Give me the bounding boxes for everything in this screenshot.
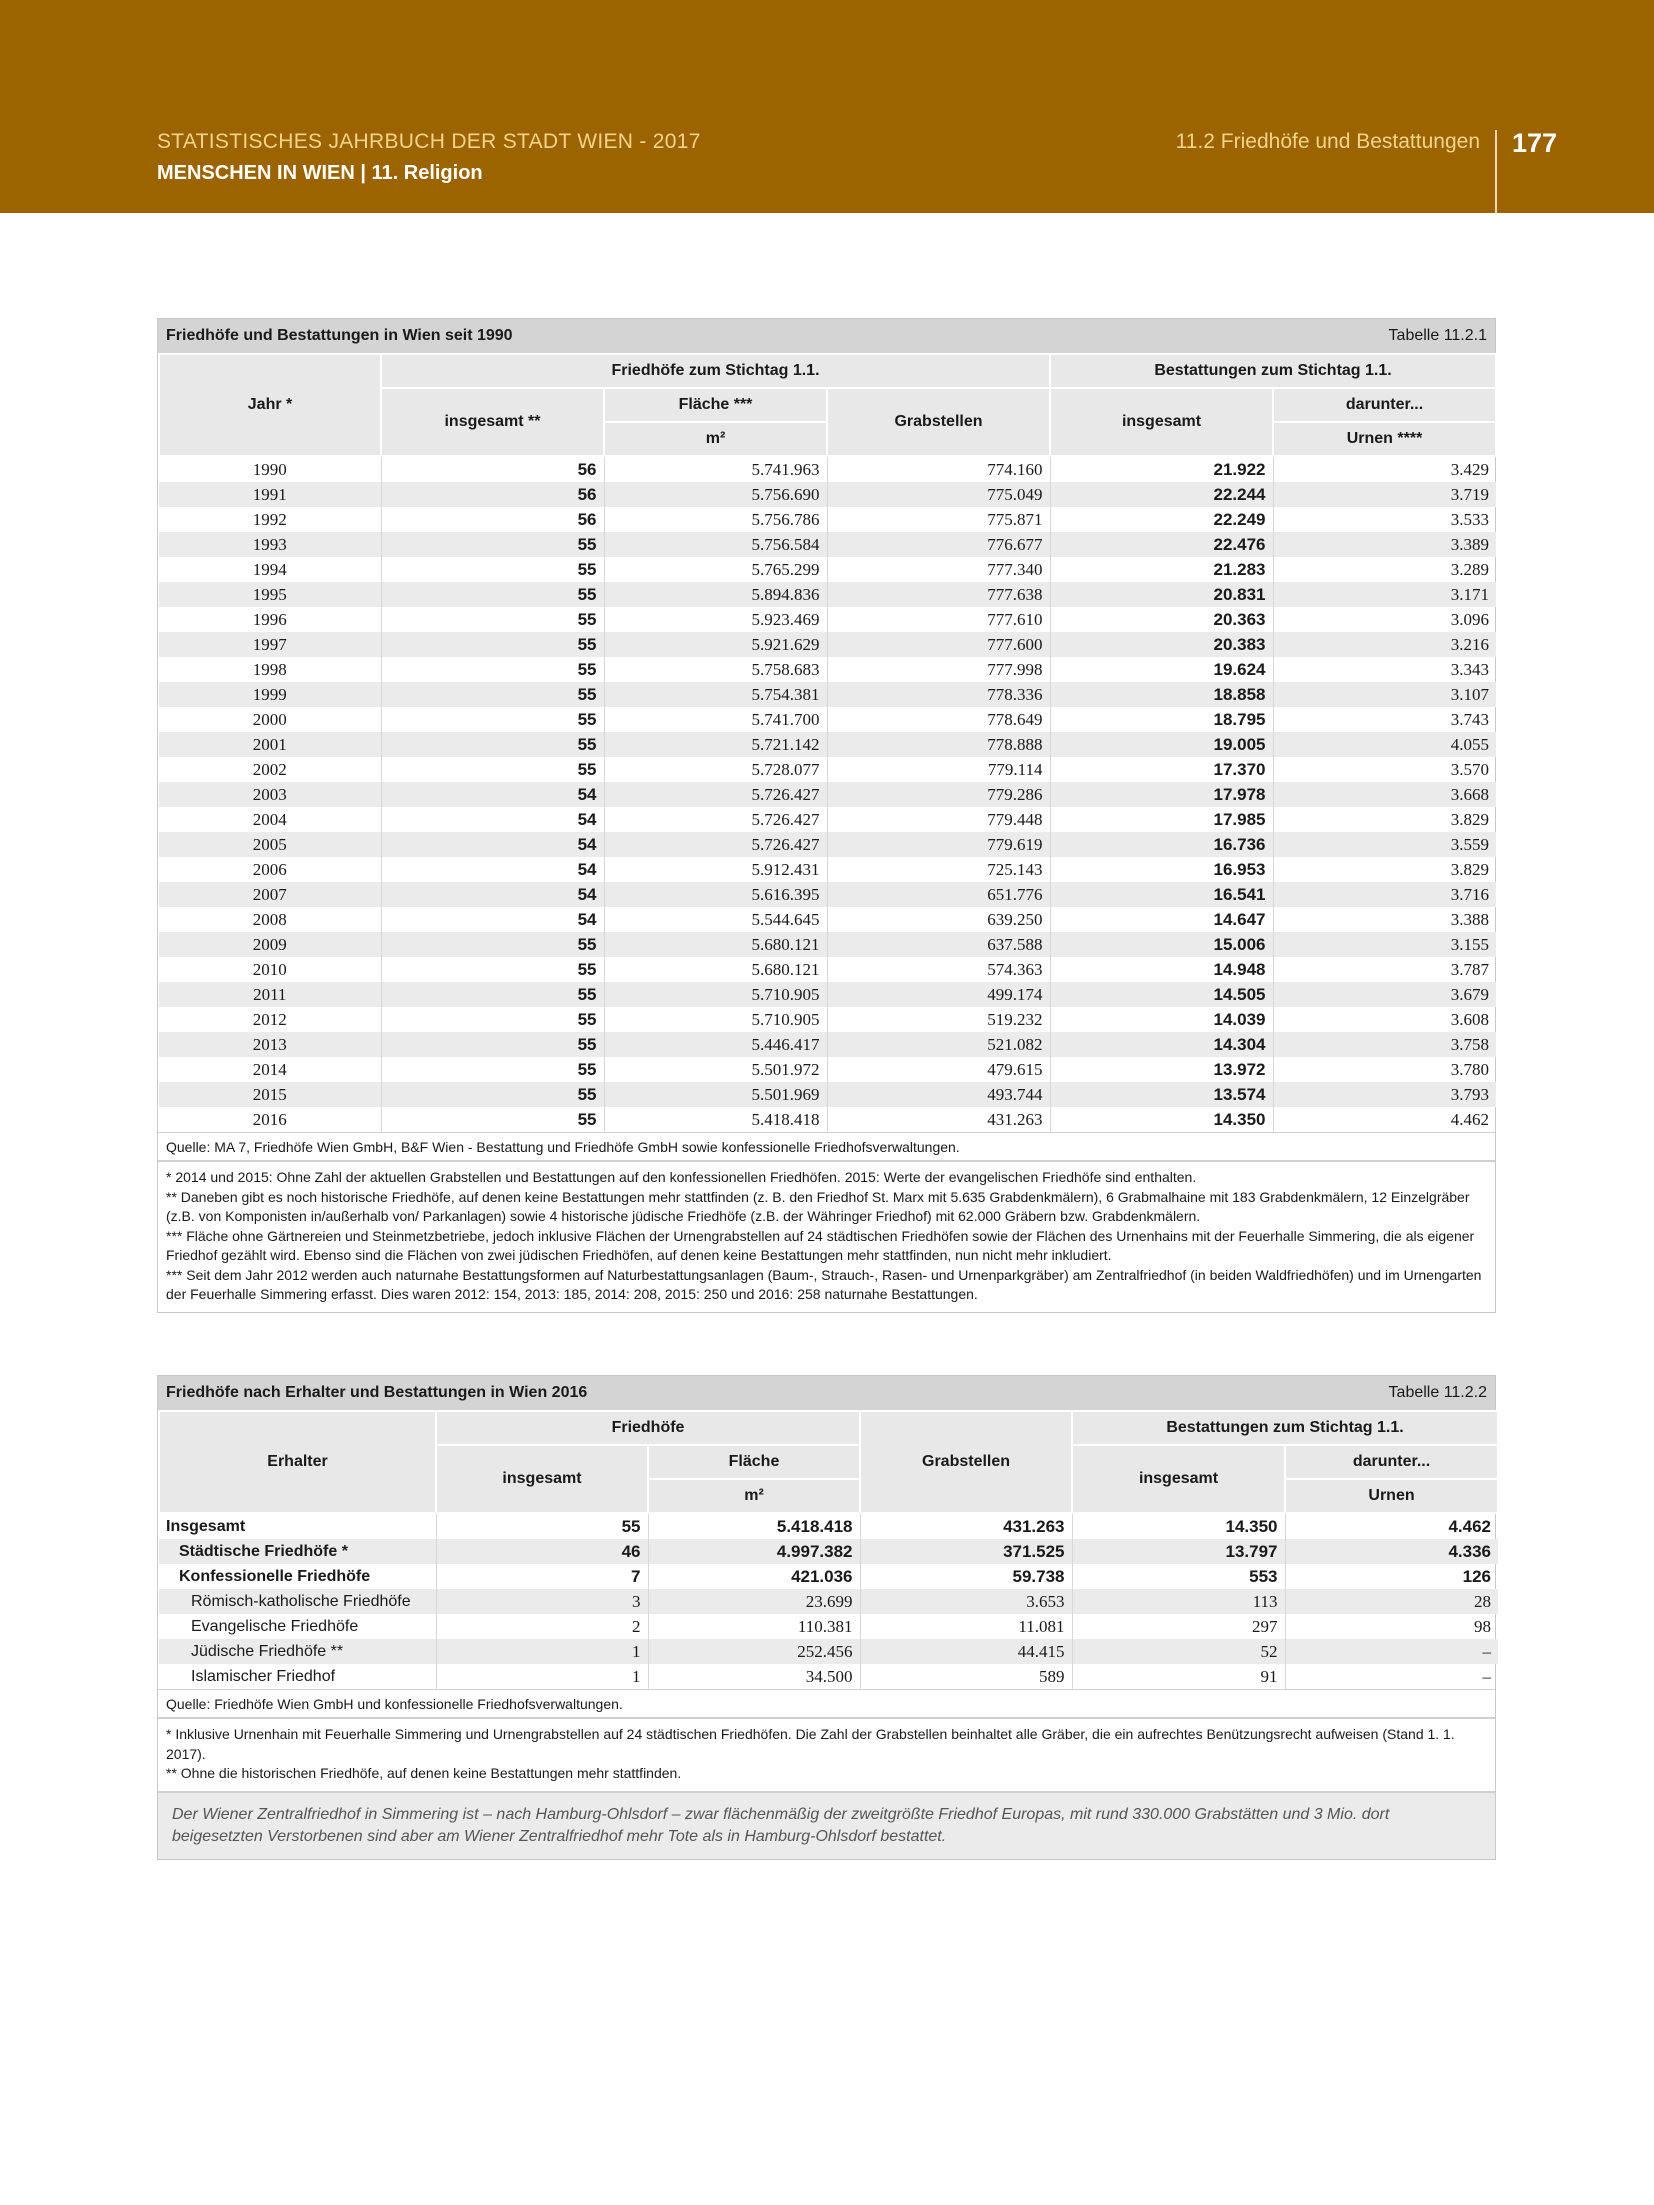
table-cell: 519.232 — [827, 1007, 1050, 1032]
table-row — [159, 982, 1496, 1007]
cemeteries-by-owner-table — [158, 1410, 1499, 1689]
table-cell: Städtische Friedhöfe * — [159, 1539, 436, 1564]
table-cell: 46 — [436, 1539, 648, 1564]
table-cell: 725.143 — [827, 857, 1050, 882]
table-title: Friedhöfe nach Erhalter und Bestattungen in Wien 2016 — [166, 1384, 588, 1401]
table-row — [159, 807, 1496, 832]
table-row — [159, 1032, 1496, 1057]
table-title-bar — [158, 319, 1495, 353]
table-row — [159, 1639, 1498, 1664]
table-body — [159, 456, 1496, 1132]
table-cell: 4.997.382 — [648, 1539, 860, 1564]
col-header-graves: Grabstellen — [860, 1411, 1072, 1513]
table-cell: 55 — [436, 1513, 648, 1539]
table-cell: 5.754.381 — [604, 682, 827, 707]
table-cell: 3 — [436, 1589, 648, 1614]
header-divider — [1495, 130, 1497, 213]
table-cell: 17.978 — [1050, 782, 1273, 807]
table-cell: 14.350 — [1072, 1513, 1285, 1539]
table-cell: 11.081 — [860, 1614, 1072, 1639]
table-cell: 56 — [381, 482, 604, 507]
table-cell: 1996 — [159, 607, 381, 632]
table-cell: 2012 — [159, 1007, 381, 1032]
table-cell: 55 — [381, 1057, 604, 1082]
footnote: *** Seit dem Jahr 2012 werden auch naturnahe Bestattungsformen auf Naturbestattungsanlagen (Baum-, Strauch-, Rasen- und Urnenparkgräber) am Zentralfriedhof (in beiden Waldfriedhöfen) und im Urnengarten der Feuerhalle Simmering erfasst. Dies waren 2012: 154, 2013: 185, 2014: 208, 2015: 250 und 2016: 258 naturnahe Bestattungen. — [166, 1266, 1482, 1302]
table-row — [159, 507, 1496, 532]
table-cell: 499.174 — [827, 982, 1050, 1007]
table-cell: 5.765.299 — [604, 557, 827, 582]
table-cell: 54 — [381, 832, 604, 857]
table-body — [159, 1513, 1498, 1689]
table-cell: 3.559 — [1273, 832, 1496, 857]
table-title-bar — [158, 1376, 1495, 1410]
col-group-cemeteries: Friedhöfe — [436, 1411, 860, 1445]
table-cell: 1999 — [159, 682, 381, 707]
table-cell: 371.525 — [860, 1539, 1072, 1564]
table-cell: Evangelische Friedhöfe — [159, 1614, 436, 1639]
table-cell: 5.710.905 — [604, 1007, 827, 1032]
table-cell: 777.998 — [827, 657, 1050, 682]
table-11-2-2 — [157, 1375, 1496, 1860]
table-row — [159, 1564, 1498, 1589]
table-cell: 779.114 — [827, 757, 1050, 782]
table-cell: 14.304 — [1050, 1032, 1273, 1057]
table-cell: 22.249 — [1050, 507, 1273, 532]
table-cell: 54 — [381, 807, 604, 832]
table-cell: 55 — [381, 1082, 604, 1107]
table-cell: 55 — [381, 957, 604, 982]
section-title: MENSCHEN IN WIEN | 11. Religion — [157, 162, 483, 184]
table-cell: 4.336 — [1285, 1539, 1498, 1564]
table-row — [159, 707, 1496, 732]
table-cell: 5.616.395 — [604, 882, 827, 907]
table-cell: 5.921.629 — [604, 632, 827, 657]
table-cell: 3.429 — [1450, 459, 1490, 479]
table-cell: 55 — [381, 532, 604, 557]
table-row — [159, 782, 1496, 807]
table-cell: 5.758.683 — [604, 657, 827, 682]
table-cell: 59.738 — [860, 1564, 1072, 1589]
table-cell: 55 — [381, 1107, 604, 1132]
table-cell: 3.829 — [1450, 859, 1490, 879]
table-cell: 55 — [381, 732, 604, 757]
table-cell: 55 — [381, 707, 604, 732]
table-row — [159, 582, 1496, 607]
table-cell: 55 — [381, 557, 604, 582]
table-cell: Römisch-katholische Friedhöfe — [159, 1589, 436, 1614]
page-header-banner — [0, 0, 1654, 213]
table-cell: Jüdische Friedhöfe ** — [159, 1639, 436, 1664]
table-cell: 5.418.418 — [648, 1513, 860, 1539]
table-cell: 56 — [381, 456, 604, 482]
table-cell: 775.049 — [827, 482, 1050, 507]
table-cell: 3.216 — [1273, 632, 1496, 657]
table-cell: 1992 — [159, 507, 381, 532]
table-cell: 3.343 — [1450, 659, 1490, 679]
table-cell: 5.894.836 — [604, 582, 827, 607]
table-cell: 14.948 — [1050, 957, 1273, 982]
table-cell: 1993 — [159, 532, 381, 557]
col-header-area-unit: m² — [648, 1479, 860, 1513]
table-cell: 2000 — [159, 707, 381, 732]
table-cell: 777.610 — [827, 607, 1050, 632]
page-number: 177 — [1512, 128, 1558, 158]
table-cell: 55 — [381, 632, 604, 657]
table-cell: 18.858 — [1050, 682, 1273, 707]
table-cell: 14.647 — [1050, 907, 1273, 932]
table-row — [159, 482, 1496, 507]
table-cell: 3.829 — [1450, 809, 1490, 829]
table-cell: 5.741.700 — [604, 707, 827, 732]
table-cell: 421.036 — [648, 1564, 860, 1589]
table-cell: 126 — [1462, 1566, 1492, 1586]
table-cell: 55 — [381, 682, 604, 707]
table-cell: 2 — [436, 1614, 648, 1639]
table-cell: 54 — [381, 782, 604, 807]
col-header-owner: Erhalter — [159, 1411, 436, 1513]
table-cell: 21.922 — [1050, 456, 1273, 482]
table-footnotes — [158, 1160, 1495, 1312]
info-quote: Der Wiener Zentralfriedhof in Simmering ist – nach Hamburg-Ohlsdorf – zwar flächenmäßig der zweitgrößte Friedhof Europas, mit rund 330.000 Grabstätten und 3 Mio. dort beigesetzten Verstorbenen sind aber am Wiener Zentralfriedhof mehr Tote als in Hamburg-Ohlsdorf bestattet. — [158, 1791, 1495, 1859]
table-cell: 13.972 — [1050, 1057, 1273, 1082]
table-number: Tabelle 11.2.1 — [1388, 327, 1487, 344]
col-header-total-burials: insgesamt — [1072, 1445, 1285, 1513]
table-cell: 55 — [381, 932, 604, 957]
table-cell: 5.710.905 — [604, 982, 827, 1007]
table-cell: 55 — [381, 757, 604, 782]
table-cell: 5.741.963 — [604, 456, 827, 482]
table-cell: 777.600 — [827, 632, 1050, 657]
table-cell: 55 — [381, 982, 604, 1007]
table-cell: 5.726.427 — [604, 807, 827, 832]
table-row — [159, 882, 1496, 907]
cemeteries-burials-table — [158, 353, 1497, 1132]
table-cell: 3.719 — [1273, 482, 1496, 507]
table-source: Quelle: MA 7, Friedhöfe Wien GmbH, B&F Wien - Bestattung und Friedhöfe GmbH sowie konfessionelle Friedhofsverwaltungen. — [158, 1132, 1495, 1160]
table-cell: 778.649 — [827, 707, 1050, 732]
table-cell: 98 — [1474, 1616, 1492, 1636]
table-cell: 2010 — [159, 957, 381, 982]
col-header-area-unit: m² — [604, 422, 827, 456]
table-cell: 5.726.427 — [604, 832, 827, 857]
table-cell: 13.574 — [1050, 1082, 1273, 1107]
table-cell: 55 — [381, 1007, 604, 1032]
table-row — [159, 1614, 1498, 1639]
table-cell: 19.624 — [1050, 657, 1273, 682]
table-cell: 3.388 — [1450, 909, 1490, 929]
table-row — [159, 1007, 1496, 1032]
table-cell: 3.533 — [1450, 509, 1490, 529]
table-row — [159, 1539, 1498, 1564]
table-cell: 2016 — [159, 1107, 381, 1132]
table-row — [159, 907, 1496, 932]
table-cell: 252.456 — [648, 1639, 860, 1664]
table-cell: 779.619 — [827, 832, 1050, 857]
table-11-2-1 — [157, 318, 1496, 1313]
table-cell: 779.286 — [827, 782, 1050, 807]
chapter-title: 11.2 Friedhöfe und Bestattungen — [1175, 130, 1480, 153]
table-cell: 775.871 — [827, 507, 1050, 532]
table-cell: 5.756.690 — [604, 482, 827, 507]
table-cell: 1990 — [159, 456, 381, 482]
table-cell: 431.263 — [860, 1513, 1072, 1539]
table-cell: 23.699 — [648, 1589, 860, 1614]
col-group-cemeteries: Friedhöfe zum Stichtag 1.1. — [381, 354, 1050, 388]
table-cell: 20.383 — [1050, 632, 1273, 657]
table-cell: 54 — [381, 857, 604, 882]
col-group-burials: Bestattungen zum Stichtag 1.1. — [1050, 354, 1496, 388]
table-cell: 2007 — [159, 882, 381, 907]
table-cell: 5.501.972 — [604, 1057, 827, 1082]
table-row — [159, 1513, 1498, 1539]
table-cell: 55 — [381, 1032, 604, 1057]
table-cell: 3.679 — [1273, 982, 1496, 1007]
table-cell: 18.795 — [1050, 707, 1273, 732]
col-header-thereof: darunter... — [1273, 388, 1496, 422]
col-header-total-cemeteries: insgesamt — [436, 1445, 648, 1513]
table-cell: 2008 — [159, 907, 381, 932]
table-cell: 1991 — [159, 482, 381, 507]
table-cell: 17.370 — [1050, 757, 1273, 782]
table-cell: 3.570 — [1450, 759, 1490, 779]
table-cell: 19.005 — [1050, 732, 1273, 757]
table-cell: 521.082 — [827, 1032, 1050, 1057]
table-row — [159, 1057, 1496, 1082]
table-cell: 2004 — [159, 807, 381, 832]
table-cell: 56 — [381, 507, 604, 532]
col-group-burials: Bestattungen zum Stichtag 1.1. — [1072, 1411, 1498, 1445]
table-cell: 2015 — [159, 1082, 381, 1107]
table-cell: 2009 — [159, 932, 381, 957]
col-header-area: Fläche — [648, 1445, 860, 1479]
table-row — [159, 607, 1496, 632]
publication-title: STATISTISCHES JAHRBUCH DER STADT WIEN - 2017 — [157, 130, 701, 153]
table-cell: 5.721.142 — [604, 732, 827, 757]
table-cell: 44.415 — [860, 1639, 1072, 1664]
table-cell: 55 — [381, 607, 604, 632]
table-cell: 3.743 — [1450, 709, 1490, 729]
col-header-year: Jahr * — [159, 354, 381, 456]
col-header-graves: Grabstellen — [827, 388, 1050, 456]
table-row — [159, 857, 1496, 882]
table-row — [159, 732, 1496, 757]
table-cell: 3.758 — [1273, 1032, 1496, 1057]
table-cell: 14.039 — [1050, 1007, 1273, 1032]
table-row — [159, 682, 1496, 707]
table-cell: 2002 — [159, 757, 381, 782]
table-cell: 574.363 — [827, 957, 1050, 982]
table-row — [159, 657, 1496, 682]
table-cell: 55 — [381, 657, 604, 682]
col-header-urns: Urnen **** — [1273, 422, 1496, 456]
table-cell: 5.418.418 — [604, 1107, 827, 1132]
table-cell: 15.006 — [1050, 932, 1273, 957]
table-cell: 22.476 — [1050, 532, 1273, 557]
table-cell: 52 — [1072, 1639, 1285, 1664]
table-row — [159, 832, 1496, 857]
table-cell: 3.780 — [1450, 1059, 1490, 1079]
table-cell: 2006 — [159, 857, 381, 882]
table-cell: 1998 — [159, 657, 381, 682]
table-cell: 5.756.786 — [604, 507, 827, 532]
table-cell: 22.244 — [1050, 482, 1273, 507]
footnote: ** Daneben gibt es noch historische Friedhöfe, auf denen keine Bestattungen mehr stattfinden (z. B. den Friedhof St. Marx mit 5.635 Grabdenkmälern), 6 Grabmalhaine mit 183 Grabdenkmälern, 12 Einzelgräber (z.B. von Komponisten in/außerhalb von/ Parkanlagen) sowie 4 historische jüdische Friedhöfe (z.B. der Währinger Friedhof) mit 62.000 Gräbern bzw. Grabdenkmälern. — [166, 1188, 1470, 1224]
table-cell: 1994 — [159, 557, 381, 582]
footnote: * 2014 und 2015: Ohne Zahl der aktuellen Grabstellen und Bestattungen auf den konfessionellen Friedhöfen. 2015: Werte der evangelischen Friedhöfe sind enthalten. — [166, 1169, 1197, 1185]
table-row — [159, 1107, 1496, 1132]
table-cell: 2003 — [159, 782, 381, 807]
table-cell: 3.096 — [1450, 609, 1490, 629]
table-cell: 14.505 — [1050, 982, 1273, 1007]
table-cell: 1997 — [159, 632, 381, 657]
table-cell: – — [1285, 1639, 1498, 1664]
table-cell: 34.500 — [648, 1664, 860, 1689]
table-title: Friedhöfe und Bestattungen in Wien seit 1990 — [166, 327, 513, 344]
table-row — [159, 1082, 1496, 1107]
table-cell: 5.446.417 — [604, 1032, 827, 1057]
table-cell: 5.501.969 — [604, 1082, 827, 1107]
col-header-urns: Urnen — [1285, 1479, 1498, 1513]
table-cell: 777.340 — [827, 557, 1050, 582]
footnote: *** Fläche ohne Gärtnereien und Steinmetzbetriebe, jedoch inklusive Flächen der Urnengrabstellen auf 24 städtischen Friedhöfen sowie der Flächen des Urnenhains mit der Feuerhalle Simmering, die als eigener Friedhof gezählt wird. Ebenso sind die Flächen von zwei jüdischen Friedhöfen, auf denen keine Bestattungen mehr stattfinden, nun nicht mehr inkludiert. — [166, 1227, 1475, 1263]
table-cell: 54 — [381, 882, 604, 907]
table-cell: 5.912.431 — [604, 857, 827, 882]
table-cell: 2001 — [159, 732, 381, 757]
table-row — [159, 1589, 1498, 1614]
table-cell: 776.677 — [827, 532, 1050, 557]
table-cell: 20.363 — [1050, 607, 1273, 632]
table-cell: 3.716 — [1273, 882, 1496, 907]
table-cell: 1 — [436, 1664, 648, 1689]
table-cell: 13.797 — [1072, 1539, 1285, 1564]
table-cell: 2013 — [159, 1032, 381, 1057]
table-cell: 5.923.469 — [604, 607, 827, 632]
table-cell: 2005 — [159, 832, 381, 857]
footnote: * Inklusive Urnenhain mit Feuerhalle Simmering und Urnengrabstellen auf 24 städtischen Friedhöfen. Die Zahl der Grabstellen beinhaltet alle Gräber, die ein aufrechtes Benützungsrecht aufweisen (Stand 1. 1. 2017). — [166, 1726, 1455, 1762]
table-number: Tabelle 11.2.2 — [1388, 1384, 1487, 1401]
table-cell: Insgesamt — [159, 1513, 436, 1539]
table-cell: 4.055 — [1273, 732, 1496, 757]
col-header-total-burials: insgesamt — [1050, 388, 1273, 456]
table-cell: 16.541 — [1050, 882, 1273, 907]
table-cell: 5.728.077 — [604, 757, 827, 782]
table-cell: 91 — [1072, 1664, 1285, 1689]
table-cell: 7 — [436, 1564, 648, 1589]
table-cell: 110.381 — [648, 1614, 860, 1639]
table-cell: 651.776 — [827, 882, 1050, 907]
col-header-total-cemeteries: insgesamt ** — [381, 388, 604, 456]
table-cell: 553 — [1072, 1564, 1285, 1589]
table-cell: 3.389 — [1273, 532, 1496, 557]
table-row — [159, 532, 1496, 557]
table-cell: 479.615 — [827, 1057, 1050, 1082]
table-source: Quelle: Friedhöfe Wien GmbH und konfessionelle Friedhofsverwaltungen. — [158, 1689, 1495, 1717]
table-cell: 5.680.121 — [604, 957, 827, 982]
table-cell: 4.462 — [1450, 1109, 1490, 1129]
table-cell: 639.250 — [827, 907, 1050, 932]
table-row — [159, 757, 1496, 782]
table-cell: 17.985 — [1050, 807, 1273, 832]
table-cell: 778.336 — [827, 682, 1050, 707]
table-cell: 55 — [381, 582, 604, 607]
table-cell: 5.726.427 — [604, 782, 827, 807]
table-cell: 3.653 — [860, 1589, 1072, 1614]
table-cell: Konfessionelle Friedhöfe — [159, 1564, 436, 1589]
table-cell: 1 — [436, 1639, 648, 1664]
table-cell: 3.289 — [1450, 559, 1490, 579]
table-cell: 5.544.645 — [604, 907, 827, 932]
table-cell: 3.155 — [1273, 932, 1496, 957]
table-cell: 54 — [381, 907, 604, 932]
table-cell: 16.736 — [1050, 832, 1273, 857]
table-cell: 3.668 — [1273, 782, 1496, 807]
table-footnotes — [158, 1717, 1495, 1791]
table-cell: 3.793 — [1273, 1082, 1496, 1107]
col-header-thereof: darunter... — [1285, 1445, 1498, 1479]
table-cell: 3.107 — [1273, 682, 1496, 707]
table-cell: 1995 — [159, 582, 381, 607]
table-cell: 16.953 — [1050, 857, 1273, 882]
table-cell: 3.171 — [1273, 582, 1496, 607]
table-cell: 21.283 — [1050, 557, 1273, 582]
table-cell: 779.448 — [827, 807, 1050, 832]
table-cell: 28 — [1285, 1589, 1498, 1614]
table-cell: 493.744 — [827, 1082, 1050, 1107]
footnote: ** Ohne die historischen Friedhöfe, auf denen keine Bestattungen mehr stattfinden. — [166, 1765, 682, 1781]
table-row — [159, 957, 1496, 982]
table-cell: 113 — [1072, 1589, 1285, 1614]
table-cell: 3.608 — [1450, 1009, 1490, 1029]
table-cell: 3.787 — [1450, 959, 1490, 979]
table-cell: 5.756.584 — [604, 532, 827, 557]
table-cell: 778.888 — [827, 732, 1050, 757]
table-cell: 774.160 — [827, 456, 1050, 482]
table-cell: Islamischer Friedhof — [159, 1664, 436, 1689]
table-cell: 637.588 — [827, 932, 1050, 957]
table-row — [159, 456, 1496, 482]
table-cell: 589 — [860, 1664, 1072, 1689]
table-cell: 14.350 — [1050, 1107, 1273, 1132]
table-cell: 5.680.121 — [604, 932, 827, 957]
table-row — [159, 557, 1496, 582]
table-cell: 297 — [1072, 1614, 1285, 1639]
table-row — [159, 1664, 1498, 1689]
table-row — [159, 932, 1496, 957]
table-cell: 2011 — [159, 982, 381, 1007]
table-cell: – — [1482, 1666, 1492, 1686]
table-cell: 2014 — [159, 1057, 381, 1082]
table-cell: 4.462 — [1448, 1516, 1492, 1536]
table-cell: 431.263 — [827, 1107, 1050, 1132]
table-cell: 777.638 — [827, 582, 1050, 607]
table-row — [159, 632, 1496, 657]
col-header-area: Fläche *** — [604, 388, 827, 422]
table-cell: 20.831 — [1050, 582, 1273, 607]
